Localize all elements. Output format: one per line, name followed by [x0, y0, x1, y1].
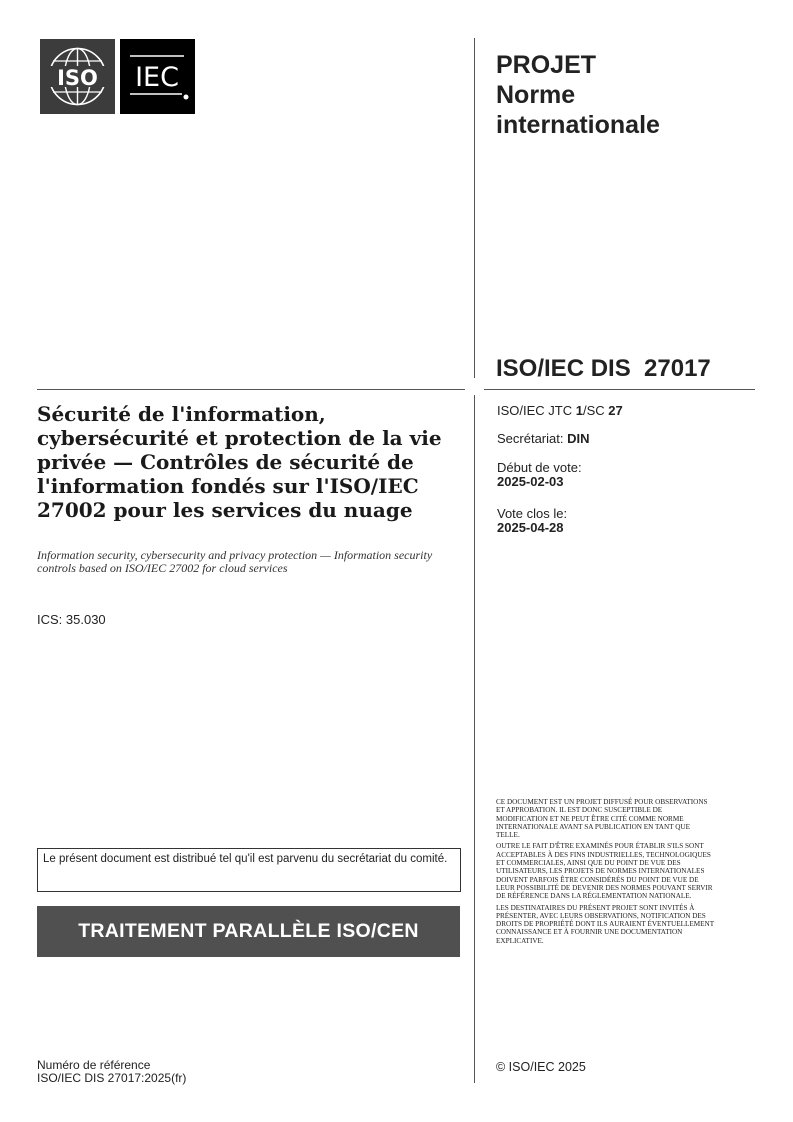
vote-end — [497, 507, 567, 535]
title-line: 27002 pour les services du nuage — [37, 498, 413, 522]
disclaimer-paragraph: CE DOCUMENT EST UN PROJET DIFFUSÉ POUR OBSERVATIONS ET APPROBATION. IL EST DONC SUSCEPTIBLE DE MODIFICATION ET NE PEUT ÊTRE CITÉ COMME NORME INTERNATIONALE AVANT SA PUBLICATION EN TANT QUE TELLE. — [496, 798, 708, 840]
secretariat-label: Secrétariat: — [497, 431, 568, 446]
iso-logo — [40, 39, 115, 114]
draft-label — [496, 50, 766, 140]
reference-number — [37, 1059, 186, 1085]
secretariat — [497, 432, 589, 446]
title-line: Sécurité de l'information, — [37, 402, 326, 426]
title-line: privée — Contrôles de sécurité de — [37, 450, 414, 474]
iec-logo-text: IEC — [135, 62, 179, 93]
committee-number: 1 — [575, 403, 583, 418]
parallel-processing-banner: TRAITEMENT PARALLÈLE ISO/CEN — [37, 906, 460, 957]
vote-start-date: 2025-02-03 — [497, 474, 564, 489]
draft-label-line: Norme — [496, 81, 576, 109]
horizontal-rule-left — [37, 389, 465, 390]
iec-logo — [120, 39, 195, 114]
title-line: l'information fondés sur l'ISO/IEC — [37, 474, 419, 498]
disclaimer-paragraph: OUTRE LE FAIT D'ÊTRE EXAMINÉS POUR ÉTABLIR S'ILS SONT ACCEPTABLES À DES FINS INDUSTRIELLES, TECHNOLOGIQUES ET COMMERCIALES, AINSI QUE DU POINT DE VUE DES UTILISATEURS, LES PROJETS DE NORMES INTERNATIONALES DOIVENT PARFOIS ÊTRE CONSIDÉRÉS DU POINT DE VUE DE LEUR POSSIBILITÉ DE DEVENIR DES NORMES POUVANT SERVIR DE RÉFÉRENCE DANS LA RÉGLEMENTATION NATIONALE. — [496, 842, 713, 901]
committee-sc: /SC — [582, 403, 609, 418]
distribution-notice: Le présent document est distribué tel qu'il est parvenu du secrétariat du comité. — [37, 848, 461, 892]
reference-value: ISO/IEC DIS 27017:2025(fr) — [37, 1071, 187, 1085]
vote-start — [497, 461, 582, 489]
vertical-divider-bottom — [474, 395, 475, 1083]
draft-disclaimer — [496, 798, 714, 948]
ics-code: ICS: 35.030 — [37, 612, 106, 627]
title-english: Information security, cybersecurity and privacy protection — Information security controls based on ISO/IEC 27002 for cloud services — [37, 548, 433, 575]
horizontal-rule-right — [484, 389, 755, 390]
reference-label: Numéro de référence — [37, 1058, 151, 1072]
disclaimer-paragraph: LES DESTINATAIRES DU PRÉSENT PROJET SONT INVITÉS À PRÉSENTER, AVEC LEURS OBSERVATIONS, NOTIFICATION DES DROITS DE PROPRIÉTÉ DONT ILS AURAIENT ÉVENTUELLEMENT CONNAISSANCE ET À FOURNIR UNE DOCUMENTATION EXPLICATIVE. — [496, 903, 715, 945]
draft-label-line: internationale — [496, 111, 660, 139]
logo-group — [40, 39, 195, 114]
vote-end-date: 2025-04-28 — [497, 520, 564, 535]
committee-prefix: ISO/IEC JTC — [497, 403, 576, 418]
document-number: ISO/IEC DIS 27017 — [496, 355, 711, 382]
committee-sc-number: 27 — [608, 403, 623, 418]
title-line: cybersécurité et protection de la vie — [37, 426, 442, 450]
copyright: © ISO/IEC 2025 — [496, 1060, 586, 1074]
vote-start-label: Début de vote: — [497, 460, 582, 475]
iso-logo-text: ISO — [57, 66, 98, 90]
committee — [497, 404, 623, 418]
draft-label-line: PROJET — [496, 51, 597, 79]
vertical-divider-top — [474, 38, 475, 378]
vote-end-label: Vote clos le: — [497, 506, 568, 521]
title-french — [37, 402, 462, 522]
secretariat-value: DIN — [567, 431, 590, 446]
